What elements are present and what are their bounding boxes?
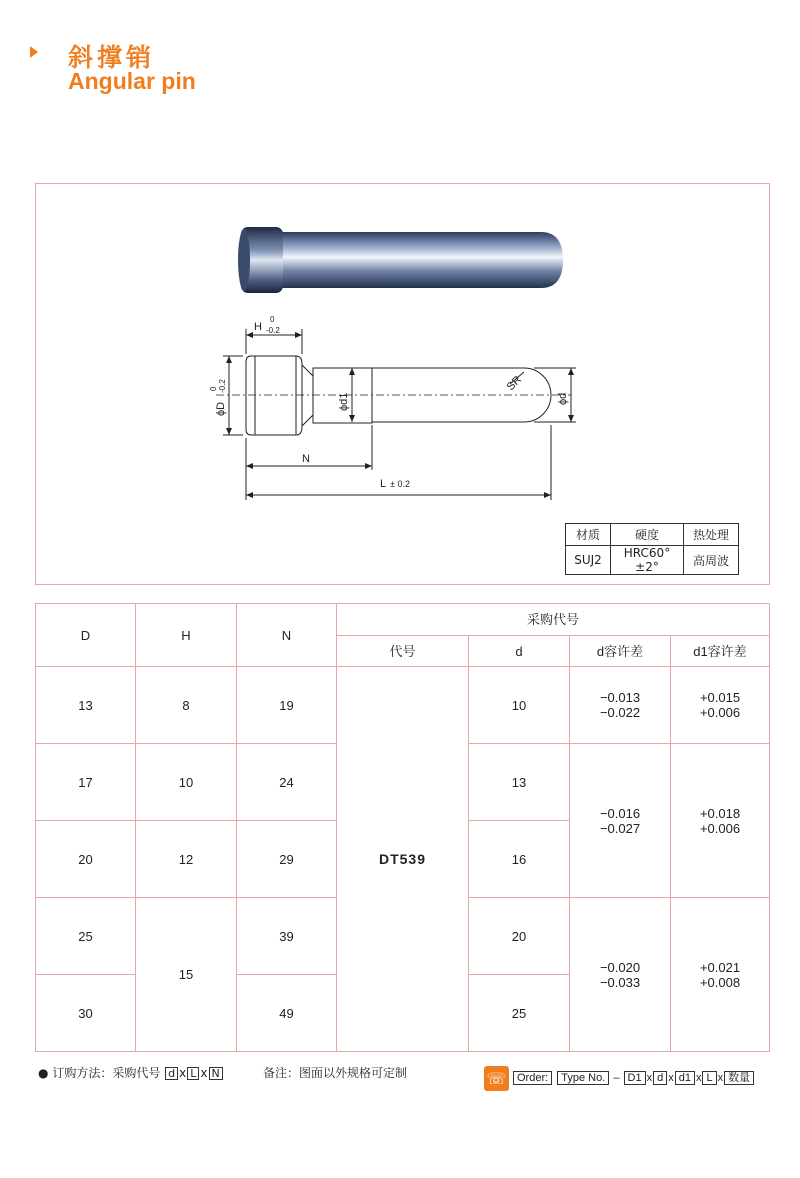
sr-label: SR	[504, 373, 524, 394]
cell-d: 20	[469, 898, 570, 975]
title-chinese: 斜撑销	[68, 43, 156, 72]
remark: 备注：图面以外规格可定制	[263, 1066, 408, 1080]
cell-d-tolerance	[570, 667, 671, 744]
tol-lower: −0.033	[599, 974, 641, 990]
cell-D: 20	[36, 821, 136, 898]
cell-d1-tolerance	[671, 667, 770, 744]
cell-D: 13	[36, 667, 136, 744]
times-sign: x	[200, 1066, 208, 1080]
heat-treatment-header: 热处理	[684, 524, 739, 546]
header-purchase-code: 采购代号	[337, 604, 770, 636]
order-box-l: L	[187, 1067, 199, 1080]
spec-table	[35, 603, 770, 1052]
header-code: 代号	[337, 636, 469, 667]
cell-N: 49	[237, 975, 337, 1052]
times-sign: x	[668, 1072, 674, 1084]
h-label: H	[254, 321, 262, 333]
cell-d: 25	[469, 975, 570, 1052]
order-box-d: d	[165, 1067, 178, 1080]
tol-upper: +0.021	[699, 959, 741, 975]
heat-treatment-value: 高周波	[684, 546, 739, 575]
tol-upper: +0.018	[699, 805, 741, 821]
bullet-icon: ●	[38, 1066, 49, 1080]
cell-N: 39	[237, 898, 337, 975]
cell-d1-tolerance	[671, 898, 770, 1052]
cell-N: 24	[237, 744, 337, 821]
header-D: D	[36, 604, 136, 667]
phone-icon: ☏	[484, 1066, 509, 1091]
tol-lower: −0.022	[599, 705, 641, 720]
cell-H: 15	[136, 898, 237, 1052]
dsmall-label: ϕd	[557, 392, 569, 405]
order-label: Order:	[513, 1071, 552, 1085]
order-box-n: N	[209, 1067, 223, 1080]
hardness-value: HRC60°±2°	[611, 546, 684, 575]
tol-lower: +0.006	[699, 705, 741, 720]
times-sign: x	[179, 1066, 187, 1080]
cell-D: 17	[36, 744, 136, 821]
pin-photo	[238, 227, 563, 293]
dimension-arrows	[226, 332, 574, 498]
cell-N: 19	[237, 667, 337, 744]
material-table	[565, 523, 739, 575]
cell-d-tolerance	[570, 744, 671, 898]
tol-upper: −0.013	[599, 690, 641, 705]
code-d: d	[653, 1071, 667, 1085]
code-l: L	[702, 1071, 716, 1085]
tol-lower: +0.008	[699, 974, 741, 990]
pin-technical-drawing	[216, 329, 576, 500]
d-tol-lower: -0.2	[218, 379, 227, 393]
tol-upper: −0.016	[599, 805, 641, 821]
cell-H: 12	[136, 821, 237, 898]
hardness-header: 硬度	[611, 524, 684, 546]
times-sign: x	[695, 1072, 702, 1084]
n-label: N	[302, 453, 310, 465]
header-d-tolerance: d容许差	[570, 636, 671, 667]
h-tol-lower: -0.2	[266, 326, 280, 335]
material-header: 材质	[566, 524, 611, 546]
cell-H: 8	[136, 667, 237, 744]
header-N: N	[237, 604, 337, 667]
l-label: L	[380, 478, 387, 490]
code-d1-small: d1	[675, 1071, 695, 1085]
cell-d: 10	[469, 667, 570, 744]
tol-upper: +0.015	[699, 690, 741, 705]
title-arrow-icon	[30, 46, 38, 58]
tol-upper: −0.020	[599, 959, 641, 975]
order-method	[38, 1064, 224, 1081]
cell-D: 25	[36, 898, 136, 975]
header-d: d	[469, 636, 570, 667]
cell-code: DT539	[337, 667, 469, 1052]
cell-H: 10	[136, 744, 237, 821]
code-quantity: 数量	[724, 1071, 754, 1085]
tol-lower: +0.006	[699, 820, 741, 836]
material-value: SUJ2	[566, 546, 611, 575]
order-example	[484, 1066, 770, 1092]
header-d1-tolerance: d1容许差	[671, 636, 770, 667]
figure-box	[35, 183, 770, 585]
tol-lower: −0.027	[599, 820, 641, 836]
d1-label: ϕd1	[338, 392, 350, 411]
cell-D: 30	[36, 975, 136, 1052]
d-label: ϕD	[215, 401, 227, 416]
cell-d-tolerance	[570, 898, 671, 1052]
cell-d: 16	[469, 821, 570, 898]
header-H: H	[136, 604, 237, 667]
d-tol-upper: 0	[209, 386, 218, 391]
type-no-box: Type No.	[557, 1071, 609, 1085]
code-d1: D1	[624, 1071, 646, 1085]
h-tol-upper: 0	[270, 315, 275, 324]
l-tol: ± 0.2	[390, 479, 410, 489]
order-method-label: 订购方法：采购代号	[52, 1066, 161, 1080]
cell-d: 13	[469, 744, 570, 821]
cell-N: 29	[237, 821, 337, 898]
cell-d1-tolerance	[671, 744, 770, 898]
dash: –	[613, 1072, 620, 1084]
times-sign: x	[646, 1072, 653, 1084]
times-sign: x	[717, 1072, 724, 1084]
title-english: Angular pin	[68, 68, 196, 94]
